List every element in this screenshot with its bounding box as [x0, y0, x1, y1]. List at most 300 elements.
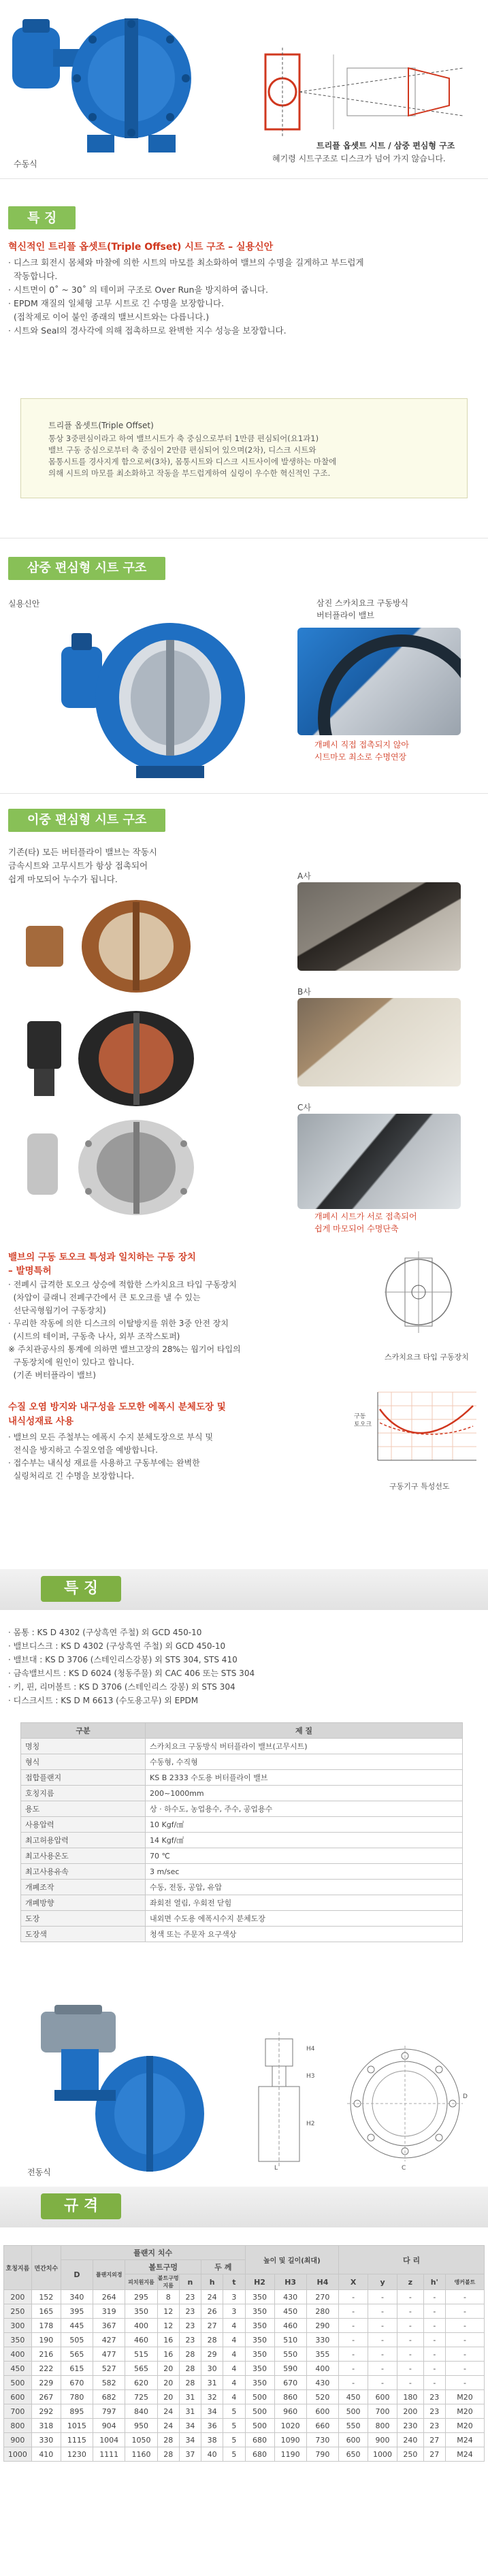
table-cell: - [368, 2376, 397, 2390]
table-row [4, 2319, 485, 2333]
table-cell: 590 [274, 2362, 306, 2376]
box-line: 몸통시트를 경사지게 함으로써(3차), 몸통시트와 디스크 시트사이에 발생하는 마찰에 [48, 457, 337, 466]
size-header: H3 [274, 2274, 306, 2290]
table-cell: 565 [61, 2347, 93, 2362]
triple-section-heading: 삼중 편심형 시트 구조 [8, 557, 165, 580]
table-cell: 28 [157, 2433, 179, 2447]
table-cell: 32 [201, 2390, 223, 2404]
size-header: z [397, 2274, 424, 2290]
table-cell: - [397, 2333, 424, 2347]
table-row [4, 2290, 485, 2304]
table-cell: 600 [339, 2433, 368, 2447]
table-cell: 797 [93, 2404, 125, 2419]
table-cell: 450 [4, 2362, 32, 2376]
table-cell: 27 [423, 2447, 445, 2462]
table-row: 개폐조작 수동, 전동, 공압, 유압 [21, 1880, 463, 1895]
table-cell: - [397, 2362, 424, 2376]
table-cell: - [397, 2290, 424, 2304]
table-cell: 780 [61, 2390, 93, 2404]
size-header: 앵커볼트 [445, 2274, 484, 2290]
scotch-yoke-diagram-caption: 스카치요크 타입 구동장치 [385, 1353, 469, 1362]
table-cell: 1000 [4, 2447, 32, 2462]
torque-title: 밸브의 구동 토오크 특성과 일치하는 구동 장치 [8, 1252, 196, 1263]
table-cell: 24 [157, 2419, 179, 2433]
table-cell: 216 [31, 2347, 61, 2362]
torque-text [8, 1278, 294, 1382]
table-cell: 290 [306, 2319, 338, 2333]
table-cell: 4 [223, 2390, 245, 2404]
table-cell: 4 [223, 2376, 245, 2390]
table-cell: - [397, 2319, 424, 2333]
table-cell: 180 [397, 2390, 424, 2404]
table-cell: - [368, 2362, 397, 2376]
table-cell: 500 [245, 2390, 274, 2404]
table-cell: 895 [61, 2404, 93, 2419]
table-row: 도장 내외면 수도용 에폭시수지 분체도장 [21, 1911, 463, 1927]
table-cell: 500 [245, 2419, 274, 2433]
triple-offset-caption: 트리플 옵셋트 시트 / 삼중 편심형 구조 [316, 141, 455, 150]
competitor-valve-b [20, 1008, 211, 1110]
intro-line: 기존(타) 모든 버터플라이 밸브는 작동시 [8, 847, 157, 857]
table-cell: - [368, 2319, 397, 2333]
triple-valve-photo [14, 613, 272, 783]
table-cell: 800 [4, 2419, 32, 2433]
table-cell: - [339, 2362, 368, 2376]
table-cell: M24 [445, 2433, 484, 2447]
table-cell: 28 [201, 2333, 223, 2347]
table-cell: 16 [157, 2333, 179, 2347]
table-cell: 330 [306, 2333, 338, 2347]
table-cell: 24 [157, 2404, 179, 2419]
table-cell: 510 [274, 2333, 306, 2347]
table-cell: 1090 [274, 2433, 306, 2447]
feature-line: (접착제로 이어 붙인 종래의 밸브시트와는 다릅니다.) [8, 312, 210, 322]
electric-caption: 전동식 [27, 2168, 51, 2177]
note-line: 쉽게 마모되어 수명단축 [314, 1224, 399, 1234]
table-cell: 28 [179, 2376, 201, 2390]
note-line: 개폐시 시트가 서로 접촉되어 [314, 1212, 417, 1221]
table-cell: 152 [31, 2290, 61, 2304]
double-note [314, 1210, 417, 1235]
table-cell: 565 [125, 2362, 157, 2376]
table-cell: 350 [245, 2376, 274, 2390]
table-cell: 670 [274, 2376, 306, 2390]
size-header: 플랜지 치수 [61, 2246, 245, 2260]
table-cell: 790 [306, 2447, 338, 2462]
coating-line: 실링처리로 긴 수명을 보장합니다. [8, 1471, 135, 1481]
table-cell: 3 [223, 2290, 245, 2304]
table-row [4, 2447, 485, 2462]
box-line: 의해 시트의 마모를 최소화하고 작동을 부드럽게하여 실링이 우수한 혁신적인 구조. [48, 468, 331, 478]
table-cell: 1000 [368, 2447, 397, 2462]
competitor-valve-c [20, 1116, 211, 1219]
table-row [4, 2376, 485, 2390]
feature-line: · EPDM 재질의 일체형 고무 시트로 긴 수명을 보장합니다. [8, 298, 225, 308]
table-cell: 31 [201, 2376, 223, 2390]
table-cell: - [423, 2362, 445, 2376]
table-row [4, 2333, 485, 2347]
table-cell: 34 [201, 2404, 223, 2419]
size-table [3, 2245, 485, 2462]
table-cell: 267 [31, 2390, 61, 2404]
table-row: 명칭 스카치요크 구동방식 버터플라이 밸브(고무시트) [21, 1739, 463, 1754]
table-cell: 350 [245, 2319, 274, 2333]
table-cell: - [445, 2304, 484, 2319]
torque-patent: – 발명특허 [8, 1266, 52, 1276]
table-cell: 264 [93, 2290, 125, 2304]
table-row: 접합플랜지 KS B 2333 수도용 버터플라이 밸브 [21, 1770, 463, 1786]
table-cell: 4 [223, 2333, 245, 2347]
table-cell: 28 [157, 2447, 179, 2462]
triple-offset-box-title: 트리플 옵셋트(Triple Offset) [48, 421, 154, 430]
coating-line: · 접수부는 내식성 재료를 사용하고 구동부에는 완벽한 [8, 1458, 200, 1468]
table-cell: 29 [201, 2347, 223, 2362]
table-cell: 600 [306, 2404, 338, 2419]
table-cell: 229 [31, 2376, 61, 2390]
table-cell: 28 [179, 2347, 201, 2362]
table-cell: 165 [31, 2304, 61, 2319]
table-cell: 500 [245, 2404, 274, 2419]
table-cell: 1190 [274, 2447, 306, 2462]
table-row [4, 2347, 485, 2362]
size-header: H4 [306, 2274, 338, 2290]
table-cell: 1050 [125, 2433, 157, 2447]
box-line: 밸브 구동 중심으로부터 축 중심이 2만큼 편심되어 있으며(2차), 디스크 시트와 [48, 445, 316, 455]
dim-label: C [402, 2165, 406, 2172]
table-cell: 295 [125, 2290, 157, 2304]
size-header: 면간치수 [31, 2246, 61, 2290]
table-cell: 5 [223, 2433, 245, 2447]
table-cell: 1111 [93, 2447, 125, 2462]
size-heading: 규 격 [41, 2193, 121, 2219]
table-cell: - [339, 2319, 368, 2333]
table-cell: 620 [125, 2376, 157, 2390]
table-cell: 1004 [93, 2433, 125, 2447]
table-cell: 430 [274, 2290, 306, 2304]
table-cell: 367 [93, 2319, 125, 2333]
table-cell: 27 [423, 2433, 445, 2447]
table-cell: - [339, 2333, 368, 2347]
competitor-valve-a [20, 899, 211, 994]
table-cell: 330 [31, 2433, 61, 2447]
table-cell: 520 [306, 2390, 338, 2404]
seat-photo-a [297, 882, 461, 971]
table-cell: 1015 [61, 2419, 93, 2433]
label-b: B사 [297, 987, 311, 997]
table-cell: 350 [125, 2304, 157, 2319]
torque-line: (차압이 클래니 전폐구간에서 큰 토오크를 낼 수 있는 [8, 1293, 201, 1302]
table-cell: 410 [31, 2447, 61, 2462]
size-header: h [201, 2274, 223, 2290]
table-cell: 670 [61, 2376, 93, 2390]
table-cell: 23 [423, 2390, 445, 2404]
table-cell: 340 [61, 2290, 93, 2304]
table-cell: - [423, 2333, 445, 2347]
table-cell: - [445, 2347, 484, 2362]
table-cell: 582 [93, 2376, 125, 2390]
size-header: 피치원지름 [125, 2274, 157, 2290]
table-cell: 350 [245, 2290, 274, 2304]
table-cell: 4 [223, 2319, 245, 2333]
table-cell: 460 [125, 2333, 157, 2347]
material-line: · 키, 핀, 리머볼트 : KS D 3706 (스테인리스 강봉) 외 STS 304 [8, 1682, 235, 1692]
size-header: 두 께 [201, 2260, 245, 2274]
material-line: · 금속밸브시트 : KS D 6024 (청동주물) 외 CAC 406 또는 STS 304 [8, 1669, 255, 1678]
table-row: 형식 수동형, 수직형 [21, 1754, 463, 1770]
table-cell: 5 [223, 2419, 245, 2433]
table-cell: 460 [274, 2319, 306, 2333]
table-cell: M20 [445, 2390, 484, 2404]
dim-label: H2 [306, 2121, 315, 2127]
table-cell: 23 [179, 2304, 201, 2319]
table-cell: 27 [201, 2319, 223, 2333]
table-cell: 31 [179, 2404, 201, 2419]
table-row: 도장색 청색 또는 주문자 요구색상 [21, 1927, 463, 1942]
dim-label: L [274, 2165, 278, 2172]
table-cell: 430 [306, 2376, 338, 2390]
table-cell: 23 [179, 2319, 201, 2333]
torque-line: 구동장치에 원인이 있다고 합니다. [8, 1357, 135, 1367]
scotch-yoke-diagram [378, 1244, 466, 1347]
dim-label: H3 [306, 2073, 315, 2080]
table-cell: - [339, 2376, 368, 2390]
material-line: · 밸브디스크 : KS D 4302 (구상흑연 주철) 외 GCD 450-10 [8, 1641, 226, 1651]
table-cell: 292 [31, 2404, 61, 2419]
table-cell: 20 [157, 2376, 179, 2390]
material-line: · 디스크시트 : KS D M 6613 (수도용고무) 외 EPDM [8, 1696, 199, 1705]
label-a: A사 [297, 871, 311, 881]
triple-offset-title: 혁신적인 트리플 옵셋트(Triple Offset) 시트 구조 – 실용신안 [8, 242, 274, 253]
triple-seat-closeup [297, 628, 461, 735]
table-cell: 350 [245, 2347, 274, 2362]
table-cell: 4 [223, 2347, 245, 2362]
size-header: 호칭지름 [4, 2246, 32, 2290]
note-line: 개폐시 직접 접촉되지 않아 [314, 740, 409, 750]
features-list [8, 256, 478, 338]
table-row: 개폐방향 좌회전 열림, 우회전 닫힘 [21, 1895, 463, 1911]
table-cell: 450 [274, 2304, 306, 2319]
table-cell: 40 [201, 2447, 223, 2462]
table-cell: M20 [445, 2419, 484, 2433]
table-cell: 26 [201, 2304, 223, 2319]
table-cell: M24 [445, 2447, 484, 2462]
table-cell: 700 [368, 2404, 397, 2419]
table-cell: 400 [306, 2362, 338, 2376]
table-row: 최고사용온도 70 ℃ [21, 1848, 463, 1864]
table-cell: 860 [274, 2390, 306, 2404]
table-cell: 840 [125, 2404, 157, 2419]
table-cell: 34 [179, 2433, 201, 2447]
table-cell: 280 [306, 2304, 338, 2319]
table-cell: 16 [157, 2347, 179, 2362]
feature-line: · 디스크 회전시 몸체와 마찰에 의한 시트의 마모를 최소화하여 밸브의 수명을 길게하고 부드럽게 [8, 257, 364, 268]
table-cell: 900 [4, 2433, 32, 2447]
table-cell: 319 [93, 2304, 125, 2319]
table-cell: - [445, 2362, 484, 2376]
table-cell: 20 [157, 2390, 179, 2404]
table-cell: 350 [4, 2333, 32, 2347]
table-cell: 190 [31, 2333, 61, 2347]
dimension-drawing [252, 2025, 476, 2175]
table-cell: 900 [368, 2433, 397, 2447]
double-section-heading: 이중 편심형 시트 구조 [8, 809, 165, 832]
table-cell: M20 [445, 2404, 484, 2419]
torque-line: (기존 버터플라이 밸브) [8, 1370, 96, 1380]
table-cell: 31 [179, 2390, 201, 2404]
table-cell: 350 [245, 2333, 274, 2347]
table-row [4, 2404, 485, 2419]
table-cell: 23 [423, 2404, 445, 2419]
note-line: 시트마모 최소로 수명연장 [314, 752, 407, 762]
table-cell: - [423, 2304, 445, 2319]
box-line: 통상 3중편심이라고 하여 밸브시트가 축 중심으로부터 1만큼 편심되어(요1과1) [48, 434, 319, 443]
manual-valve-illustration [5, 7, 216, 169]
table-cell: - [397, 2376, 424, 2390]
table-cell: - [368, 2290, 397, 2304]
divider [0, 178, 488, 179]
table-cell: 950 [125, 2419, 157, 2433]
features-heading: 특 징 [8, 206, 76, 229]
table-cell: - [368, 2304, 397, 2319]
dim-label: H4 [306, 2046, 315, 2052]
torque-chart-caption: 구동기구 특성선도 [389, 1482, 450, 1491]
coating-line: 전식을 방지하고 수질오염을 예방합니다. [8, 1445, 158, 1455]
table-cell: 318 [31, 2419, 61, 2433]
table-row: 최고사용유속 3 m/sec [21, 1864, 463, 1880]
table-row: 호칭지름 200~1000mm [21, 1786, 463, 1801]
dim-label: D [463, 2093, 468, 2100]
torque-line: · 무리한 작동에 의한 디스크의 이탈방지를 위한 3중 안전 장치 [8, 1319, 229, 1328]
table-cell: 650 [339, 2447, 368, 2462]
table-cell: - [339, 2347, 368, 2362]
triple-offset-box [20, 398, 468, 498]
table-cell: 660 [306, 2419, 338, 2433]
coating-title-1: 수질 오염 방지와 내구성을 도모한 에폭시 분체도장 및 [8, 1402, 226, 1413]
torque-line: 선단곡형웜기어 구동장치) [8, 1306, 106, 1315]
table-cell: 800 [368, 2419, 397, 2433]
table-cell: 515 [125, 2347, 157, 2362]
size-header: y [368, 2274, 397, 2290]
table-cell: 350 [245, 2362, 274, 2376]
table-cell: 730 [306, 2433, 338, 2447]
double-intro [8, 846, 157, 886]
table-row: 최고허용압력 14 Kgf/㎠ [21, 1833, 463, 1848]
table-cell: 23 [423, 2419, 445, 2433]
seat-photo-c [297, 1114, 461, 1209]
table-cell: 24 [201, 2290, 223, 2304]
triple-note [314, 739, 409, 763]
table-cell: - [339, 2304, 368, 2319]
table-cell: 600 [368, 2390, 397, 2404]
table-row: 사용압력 10 Kgf/㎠ [21, 1817, 463, 1833]
table-cell: - [423, 2319, 445, 2333]
electric-valve-illustration [14, 2001, 231, 2178]
table-cell: 36 [201, 2419, 223, 2433]
table-cell: 250 [397, 2447, 424, 2462]
table-cell: 427 [93, 2333, 125, 2347]
table-cell: - [445, 2376, 484, 2390]
spec-header: 제 질 [146, 1723, 463, 1739]
table-cell: 550 [274, 2347, 306, 2362]
size-header: 볼트구멍지름 [157, 2275, 179, 2289]
materials-list [8, 1626, 478, 1707]
size-header: 높이 및 길이(최대) [245, 2246, 339, 2274]
table-cell: 270 [306, 2290, 338, 2304]
table-cell: 505 [61, 2333, 93, 2347]
table-cell: 904 [93, 2419, 125, 2433]
table-cell: 680 [245, 2447, 274, 2462]
size-header: X [339, 2274, 368, 2290]
table-cell: 1115 [61, 2433, 93, 2447]
table-cell: 34 [179, 2419, 201, 2433]
table-cell: - [368, 2333, 397, 2347]
table-cell: 200 [397, 2404, 424, 2419]
table-cell: 350 [245, 2304, 274, 2319]
torque-line: (시트의 테이퍼, 구동축 나사, 외부 조작스토퍼) [8, 1332, 180, 1341]
table-cell: 1230 [61, 2447, 93, 2462]
table-cell: 400 [4, 2347, 32, 2362]
size-header: 다 리 [339, 2246, 485, 2274]
table-cell: 178 [31, 2319, 61, 2333]
material-line: · 밸브대 : KS D 3706 (스테인리스강봉) 외 STS 304, STS 410 [8, 1655, 238, 1664]
coating-text [8, 1431, 301, 1483]
torque-line: · 전폐시 급격한 토오크 상승에 적합한 스카치요크 타입 구동장치 [8, 1280, 237, 1289]
size-header: n [179, 2274, 201, 2290]
table-cell: 38 [201, 2433, 223, 2447]
scotch-yoke-caption-2: 버터플라이 밸브 [316, 611, 374, 620]
table-cell: 725 [125, 2390, 157, 2404]
table-cell: - [423, 2376, 445, 2390]
table-cell: - [368, 2347, 397, 2362]
table-cell: - [397, 2347, 424, 2362]
table-cell: - [397, 2304, 424, 2319]
feature-line: 작동합니다. [8, 271, 58, 281]
torque-line: ※ 주치관공사의 통계에 의하면 밸브고장의 28%는 웜기어 타입의 [8, 1345, 241, 1354]
table-row [4, 2362, 485, 2376]
size-header: 볼트구멍 [125, 2260, 201, 2274]
table-cell: 700 [4, 2404, 32, 2419]
divider [0, 793, 488, 794]
features2-heading: 특 징 [41, 1576, 121, 1602]
size-header: H2 [245, 2274, 274, 2290]
table-row [4, 2433, 485, 2447]
table-cell: 20 [157, 2362, 179, 2376]
triple-offset-subcaption: 혜기령 시트구조로 디스크가 넘어 가지 않습니다. [272, 154, 446, 163]
table-cell: 5 [223, 2447, 245, 2462]
table-cell: 5 [223, 2404, 245, 2419]
table-cell: 3 [223, 2304, 245, 2319]
table-cell: - [445, 2333, 484, 2347]
spec-header: 구분 [21, 1723, 146, 1739]
table-cell: 355 [306, 2347, 338, 2362]
table-cell: - [445, 2290, 484, 2304]
table-cell: 527 [93, 2362, 125, 2376]
table-cell: 230 [397, 2419, 424, 2433]
table-cell: - [423, 2347, 445, 2362]
table-cell: 30 [201, 2362, 223, 2376]
table-cell: 37 [179, 2447, 201, 2462]
torque-chart-ylabel: 구동 토오크 [354, 1413, 372, 1428]
intro-line: 금속시트와 고무시트가 항상 접촉되어 [8, 860, 148, 871]
table-cell: 477 [93, 2347, 125, 2362]
manual-caption: 수동식 [14, 159, 37, 169]
size-header: t [223, 2274, 245, 2290]
spec-table [20, 1722, 463, 1942]
table-cell: 395 [61, 2304, 93, 2319]
table-row [4, 2419, 485, 2433]
table-row [4, 2304, 485, 2319]
table-cell: 960 [274, 2404, 306, 2419]
